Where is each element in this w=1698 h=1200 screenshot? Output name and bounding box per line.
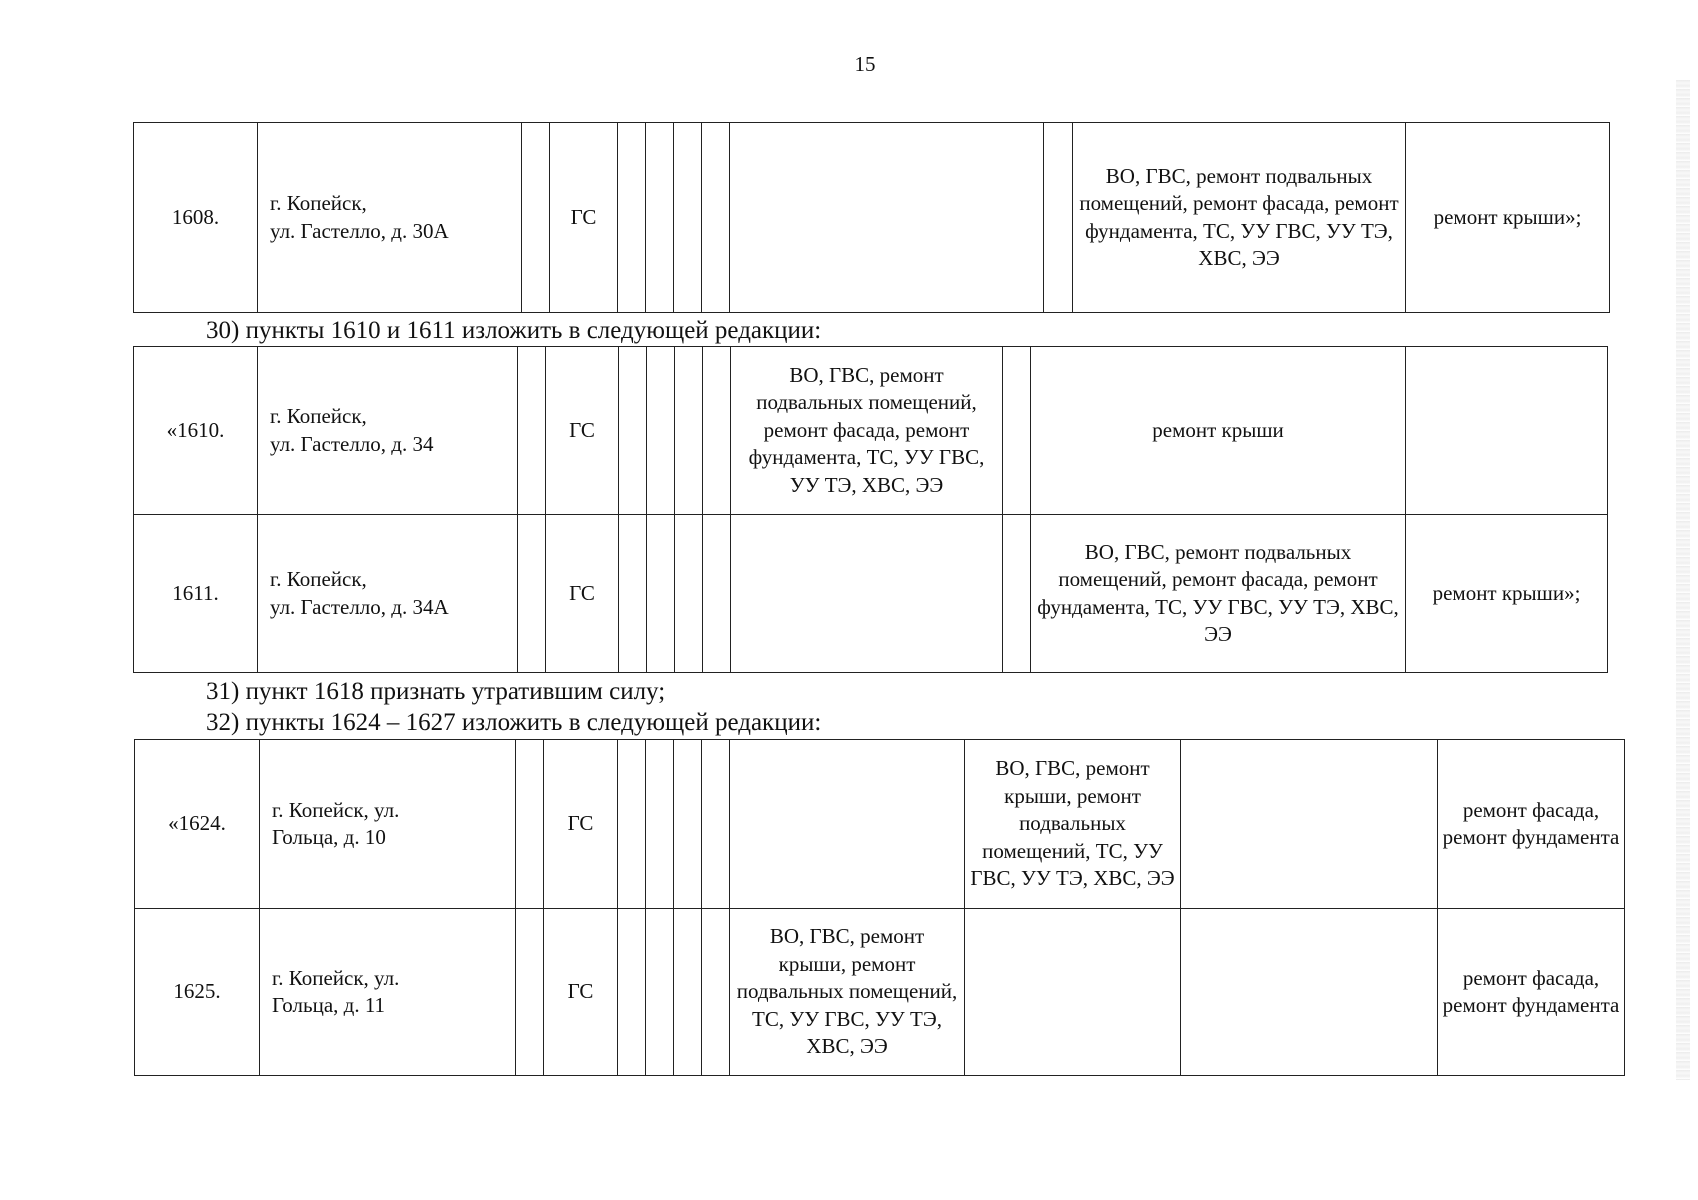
empty-cell bbox=[518, 515, 546, 673]
table-row bbox=[134, 123, 1610, 313]
works-cell bbox=[1181, 909, 1438, 1076]
instruction-31: 31) пункт 1618 признать утратившим силу; bbox=[206, 678, 666, 705]
instruction-30: 30) пункты 1610 и 1611 изложить в следующей редакции: bbox=[206, 317, 822, 344]
building-type-cell: ГС bbox=[546, 515, 619, 673]
empty-cell bbox=[702, 740, 730, 909]
address-street: Гольца, д. 10 bbox=[272, 825, 386, 849]
empty-cell bbox=[702, 909, 730, 1076]
empty-cell bbox=[618, 740, 646, 909]
table-item-1608 bbox=[133, 122, 1610, 313]
empty-cell bbox=[674, 909, 702, 1076]
table-items-1610-1611 bbox=[133, 346, 1608, 673]
works-cell bbox=[965, 909, 1181, 1076]
instruction-32: 32) пункты 1624 – 1627 изложить в следующей редакции: bbox=[206, 709, 822, 736]
empty-cell bbox=[618, 123, 646, 313]
building-type-cell: ГС bbox=[550, 123, 618, 313]
empty-cell bbox=[619, 515, 647, 673]
address-city: г. Копейск, ул. bbox=[272, 797, 400, 822]
empty-cell bbox=[646, 740, 674, 909]
table-row bbox=[134, 515, 1608, 673]
address-cell bbox=[258, 347, 518, 515]
empty-cell bbox=[1044, 123, 1073, 313]
empty-cell bbox=[619, 347, 647, 515]
page-number: 15 bbox=[854, 52, 876, 76]
empty-cell bbox=[702, 123, 730, 313]
address-street: ул. Гастелло, д. 34 bbox=[270, 431, 434, 456]
empty-cell bbox=[1003, 515, 1031, 673]
address-city: г. Копейск, ул. bbox=[272, 965, 400, 990]
empty-cell bbox=[703, 515, 731, 673]
empty-cell bbox=[675, 347, 703, 515]
building-type-cell: ГС bbox=[544, 740, 618, 909]
item-number: 1611. bbox=[134, 515, 258, 673]
table-row bbox=[134, 347, 1608, 515]
scan-edge-artifact bbox=[1676, 80, 1690, 1080]
table-row bbox=[135, 740, 1625, 909]
empty-cell bbox=[674, 740, 702, 909]
works-cell bbox=[731, 515, 1003, 673]
address-city: г. Копейск, bbox=[270, 404, 367, 428]
works-cell bbox=[730, 123, 1044, 313]
address-cell bbox=[260, 909, 516, 1076]
works-cell: ремонт крыши bbox=[1031, 347, 1406, 515]
address-cell bbox=[260, 740, 516, 909]
works-cell: ремонт фасада, ремонт фундамента bbox=[1438, 740, 1625, 909]
empty-cell bbox=[516, 740, 544, 909]
address-cell bbox=[258, 123, 522, 313]
empty-cell bbox=[522, 123, 550, 313]
works-cell: ремонт крыши»; bbox=[1406, 515, 1608, 673]
empty-cell bbox=[518, 347, 546, 515]
building-type-cell: ГС bbox=[546, 347, 619, 515]
address-city: г. Копейск, bbox=[270, 191, 367, 215]
empty-cell bbox=[675, 515, 703, 673]
works-cell: ВО, ГВС, ремонт крыши, ремонт подвальных помещений, ТС, УУ ГВС, УУ ТЭ, ХВС, ЭЭ bbox=[730, 909, 965, 1076]
empty-cell bbox=[674, 123, 702, 313]
works-cell bbox=[1406, 347, 1608, 515]
empty-cell bbox=[646, 909, 674, 1076]
item-number: 1625. bbox=[135, 909, 260, 1076]
empty-cell bbox=[1003, 347, 1031, 515]
works-cell bbox=[1181, 740, 1438, 909]
empty-cell bbox=[647, 515, 675, 673]
table-row bbox=[135, 909, 1625, 1076]
empty-cell bbox=[703, 347, 731, 515]
works-cell: ремонт фасада, ремонт фундамента bbox=[1438, 909, 1625, 1076]
empty-cell bbox=[516, 909, 544, 1076]
address-cell bbox=[258, 515, 518, 673]
item-number: 1608. bbox=[134, 123, 258, 313]
empty-cell bbox=[647, 347, 675, 515]
works-cell: ВО, ГВС, ремонт крыши, ремонт подвальных помещений, ТС, УУ ГВС, УУ ТЭ, ХВС, ЭЭ bbox=[965, 740, 1181, 909]
empty-cell bbox=[646, 123, 674, 313]
works-cell: ремонт крыши»; bbox=[1406, 123, 1610, 313]
address-city: г. Копейск, bbox=[270, 567, 367, 591]
building-type-cell: ГС bbox=[544, 909, 618, 1076]
address-street: Гольца, д. 11 bbox=[272, 993, 386, 1017]
works-cell: ВО, ГВС, ремонт подвальных помещений, ремонт фасада, ремонт фундамента, ТС, УУ ГВС, УУ ТЭ, ХВС, ЭЭ bbox=[1031, 515, 1406, 673]
table-items-1624-1625 bbox=[134, 739, 1625, 1076]
works-cell: ВО, ГВС, ремонт подвальных помещений, ремонт фасада, ремонт фундамента, ТС, УУ ГВС, УУ ТЭ, ХВС, ЭЭ bbox=[731, 347, 1003, 515]
item-number: «1610. bbox=[134, 347, 258, 515]
item-number: «1624. bbox=[135, 740, 260, 909]
empty-cell bbox=[618, 909, 646, 1076]
address-street: ул. Гастелло, д. 34А bbox=[270, 594, 449, 619]
address-street: ул. Гастелло, д. 30А bbox=[270, 218, 449, 243]
works-cell: ВО, ГВС, ремонт подвальных помещений, ремонт фасада, ремонт фундамента, ТС, УУ ГВС, УУ ТЭ, ХВС, ЭЭ bbox=[1073, 123, 1406, 313]
works-cell bbox=[730, 740, 965, 909]
